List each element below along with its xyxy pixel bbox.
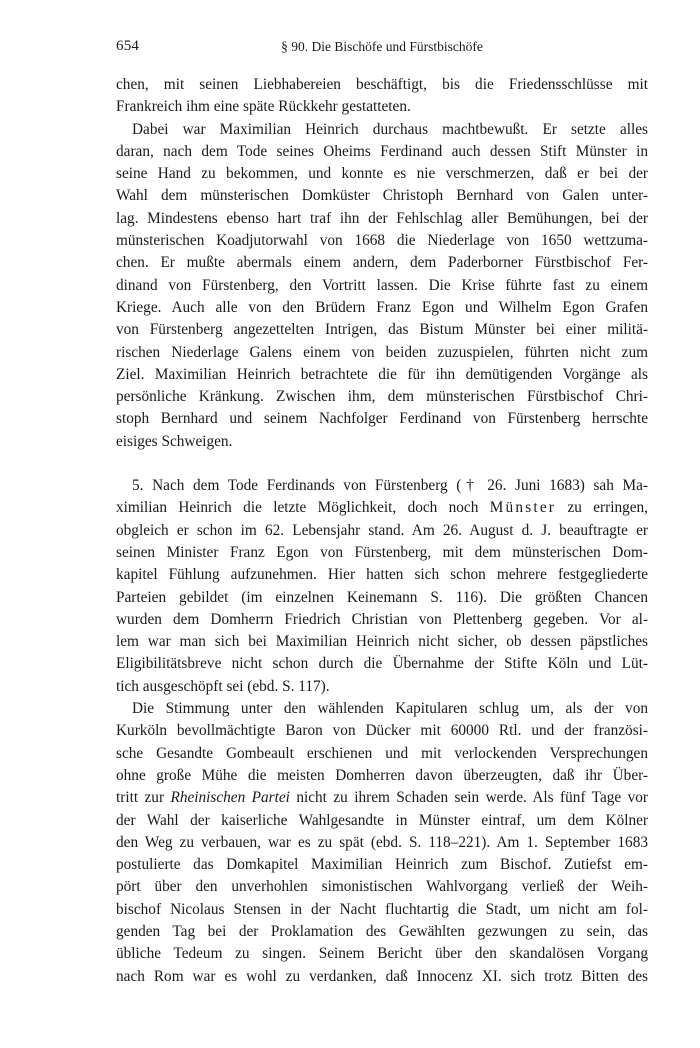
text-line: Parteien gebildet (im einzelnen Keinemann S. 116). Die größten Chancen: [116, 588, 648, 606]
text-line: Die Stimmung unter den wählenden Kapitularen schlug um, als der von: [132, 700, 648, 718]
text-line: obgleich er schon im 62. Lebensjahr stand. Am 26. August d. J. beauftragte er: [116, 521, 648, 539]
text-line: Frankreich ihm eine späte Rückkehr gestatteten.: [116, 98, 411, 116]
text-line: ximilian Heinrich die letzte Möglichkeit, doch noch Münster zu erringen,: [116, 499, 648, 517]
text-line: eisiges Schweigen.: [116, 432, 233, 450]
text-line: den Weg zu verbauen, war es zu spät (ebd. S. 118–221). Am 1. September 1683: [116, 833, 648, 851]
text-line: persönliche Kränkung. Zwischen ihm, dem münsterischen Fürstbischof Chri-: [116, 388, 648, 406]
text-line: lag. Mindestens ebenso hart traf ihn der Fehlschlag aller Bemühungen, bei der: [116, 209, 648, 227]
text-line: Eligibilitätsbreve nicht schon durch die Übernahme der Stifte Köln und Lüt-: [116, 655, 648, 673]
text-line: chen. Er mußte abermals einem andern, dem Paderborner Fürstbischof Fer-: [116, 254, 648, 272]
text-line: dinand von Fürstenberg, den Vortritt lassen. Die Krise führte fast zu einem: [116, 276, 648, 294]
text-line: wurden dem Domherrn Friedrich Christian von Plettenberg gegeben. Vor al-: [116, 610, 648, 628]
emphasized-text: Münster: [489, 499, 557, 517]
text-line: stoph Bernhard und seinem Nachfolger Ferdinand von Fürstenberg herrschte: [116, 410, 648, 428]
text-line: übliche Tedeum zu singen. Seinem Bericht über den skandalösen Vorgang: [116, 945, 648, 963]
text-line: pört über den unverhohlen simonistischen Wahlvorgang verließ der Weih-: [116, 878, 648, 896]
paragraph: [116, 475, 648, 698]
body-text: [116, 74, 648, 988]
text-line: tich ausgeschöpft sei (ebd. S. 117).: [116, 677, 330, 695]
paragraph: [116, 74, 648, 119]
text-line: Kurköln bevollmächtigte Baron von Dücker mit 60000 Rtl. und der französi-: [116, 722, 648, 740]
text-line: genden Tag bei der Proklamation des Gewählten gezwungen zu sein, das: [116, 922, 648, 940]
text-line: nach Rom war es wohl zu verdanken, daß Innocenz XI. sich trotz Bitten des: [116, 967, 648, 985]
text-line: Wahl dem münsterischen Domküster Christoph Bernhard von Galen unter-: [116, 187, 648, 205]
page-header: [116, 38, 648, 58]
text-line: von Fürstenberg angezettelten Intrigen, das Bistum Münster bei einer militä-: [116, 321, 648, 339]
paragraph: [116, 698, 648, 988]
text-line: Dabei war Maximilian Heinrich durchaus machtbewußt. Er setzte alles: [132, 120, 648, 138]
text-line: sche Gesandte Gombeault erschienen und mit verlockenden Versprechungen: [116, 744, 648, 762]
text-line: postulierte das Domkapitel Maximilian Heinrich zum Bischof. Zutiefst em-: [116, 856, 648, 874]
text-line: tritt zur Rheinischen Partei nicht zu ihrem Schaden sein werde. Als fünf Tage vor: [116, 789, 648, 807]
text-line: seinen Minister Franz Egon von Fürstenberg, mit dem münsterischen Dom-: [116, 543, 648, 561]
text-line: Ziel. Maximilian Heinrich betrachtete die für ihn demütigenden Vorgänge als: [116, 365, 648, 383]
emphasized-text: Rheinischen Partei: [170, 789, 290, 807]
section-gap: [116, 453, 648, 475]
text-line: Kriege. Auch alle von den Brüdern Franz Egon und Wilhelm Egon Grafen: [116, 298, 648, 316]
paragraph: [116, 119, 648, 453]
text-line: ohne große Mühe die meisten Domherren davon überzeugten, daß ihr Über-: [116, 766, 648, 784]
running-head: § 90. Die Bischöfe und Fürstbischöfe: [281, 39, 483, 54]
text-line: seine Hand zu bekommen, und konnte es nie verschmerzen, daß er bei der: [116, 165, 648, 183]
text-line: der Wahl der kaiserliche Wahlgesandte in Münster eintraf, um dem Kölner: [116, 811, 648, 829]
text-line: münsterischen Koadjutorwahl von 1668 die Niederlage von 1650 wettzuma-: [116, 232, 648, 250]
text-line: daran, nach dem Tode seines Oheims Ferdinand auch dessen Stift Münster in: [116, 142, 648, 160]
text-line: lem war man sich bei Maximilian Heinrich nicht sicher, ob dessen päpstliches: [116, 633, 648, 651]
text-line: bischof Nicolaus Stensen in der Nacht fluchtartig die Stadt, um nicht am fol-: [116, 900, 648, 918]
text-line: rischen Niederlage Galens einem von beiden zuzuspielen, führten nicht zum: [116, 343, 648, 361]
text-line: 5. Nach dem Tode Ferdinands von Fürstenberg († 26. Juni 1683) sah Ma-: [132, 477, 648, 495]
page-number: 654: [116, 38, 140, 54]
text-line: kapitel Fühlung aufzunehmen. Hier hatten sich schon mehrere festgegliederte: [116, 566, 648, 584]
text-line: chen, mit seinen Liebhabereien beschäftigt, bis die Friedensschlüsse mit: [116, 76, 648, 93]
